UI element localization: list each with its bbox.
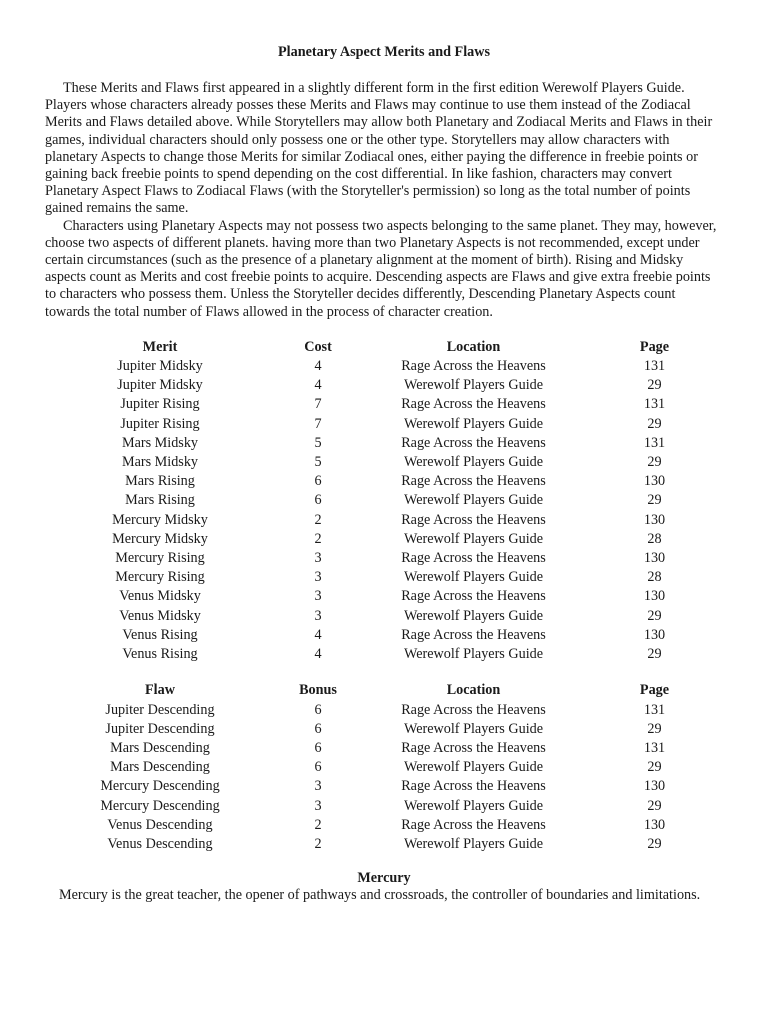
table-row bbox=[45, 376, 723, 395]
location-cell: Werewolf Players Guide bbox=[403, 607, 544, 624]
location-cell: Rage Across the Heavens bbox=[401, 626, 546, 643]
table-row bbox=[45, 607, 723, 626]
table-row bbox=[45, 720, 723, 739]
page-cell: 130 bbox=[643, 778, 666, 795]
value-cell: 3 bbox=[314, 569, 322, 586]
table-row bbox=[45, 453, 723, 472]
merit-column-header: Merit bbox=[142, 338, 178, 355]
cost-column-header: Cost bbox=[304, 338, 332, 355]
page-cell: 29 bbox=[647, 835, 662, 852]
rules-paragraph: Characters using Planetary Aspects may not possess two aspects belonging to the same planet. They may, however, choose two aspects of different planets. having more than two Planetary Aspects is not recommended, except under certain circumstances (such as the presence of a planetary alignment at the moment of birth). Rising and Midsky aspects count as Merits and cost freebie points to acquire. Descending aspects are Flaws and give extra freebie points to characters who possess them. Unless the Storyteller decides differently, Descending Planetary Aspects count towards the total number of Flaws allowed in the process of character creation. bbox=[45, 217, 717, 320]
value-cell: 7 bbox=[314, 396, 322, 413]
value-cell: 3 bbox=[314, 607, 322, 624]
merits-header-row bbox=[45, 338, 723, 357]
page-cell: 29 bbox=[647, 415, 662, 432]
value-cell: 4 bbox=[314, 626, 322, 643]
table-row bbox=[45, 395, 723, 414]
name-cell: Jupiter Midsky bbox=[117, 358, 203, 375]
name-cell: Mars Descending bbox=[110, 739, 210, 756]
page-cell: 29 bbox=[647, 607, 662, 624]
page-column-header: Page bbox=[639, 682, 670, 699]
name-cell: Venus Midsky bbox=[119, 607, 201, 624]
location-column-header: Location bbox=[446, 338, 501, 355]
location-cell: Werewolf Players Guide bbox=[403, 454, 544, 471]
name-cell: Mercury Rising bbox=[115, 569, 205, 586]
value-cell: 4 bbox=[314, 358, 322, 375]
table-row bbox=[45, 777, 723, 796]
page-cell: 131 bbox=[643, 434, 666, 451]
value-cell: 6 bbox=[314, 701, 322, 718]
table-row bbox=[45, 434, 723, 453]
value-cell: 7 bbox=[314, 415, 322, 432]
page-cell: 130 bbox=[643, 473, 666, 490]
table-row bbox=[45, 587, 723, 606]
location-cell: Werewolf Players Guide bbox=[403, 646, 544, 663]
document-page bbox=[45, 44, 723, 904]
page-cell: 130 bbox=[643, 511, 666, 528]
value-cell: 6 bbox=[314, 759, 322, 776]
page-cell: 130 bbox=[643, 550, 666, 567]
value-cell: 3 bbox=[314, 588, 322, 605]
location-cell: Rage Across the Heavens bbox=[401, 358, 546, 375]
merits-table bbox=[45, 338, 723, 664]
value-cell: 6 bbox=[314, 473, 322, 490]
location-cell: Rage Across the Heavens bbox=[401, 550, 546, 567]
value-cell: 4 bbox=[314, 646, 322, 663]
name-cell: Jupiter Descending bbox=[105, 720, 215, 737]
table-row bbox=[45, 357, 723, 376]
table-row bbox=[45, 530, 723, 549]
location-cell: Rage Across the Heavens bbox=[401, 739, 546, 756]
name-cell: Mercury Midsky bbox=[112, 511, 208, 528]
name-cell: Venus Descending bbox=[107, 835, 213, 852]
location-cell: Werewolf Players Guide bbox=[403, 720, 544, 737]
flaws-table-body bbox=[45, 701, 723, 855]
name-cell: Venus Rising bbox=[122, 626, 198, 643]
name-cell: Venus Midsky bbox=[119, 588, 201, 605]
location-cell: Rage Across the Heavens bbox=[401, 511, 546, 528]
page-cell: 28 bbox=[647, 569, 662, 586]
name-cell: Mars Rising bbox=[125, 492, 195, 509]
page-cell: 29 bbox=[647, 492, 662, 509]
page-cell: 29 bbox=[647, 646, 662, 663]
value-cell: 6 bbox=[314, 739, 322, 756]
flaw-column-header: Flaw bbox=[145, 682, 175, 699]
location-cell: Rage Across the Heavens bbox=[401, 816, 546, 833]
page-title: Planetary Aspect Merits and Flaws bbox=[278, 44, 490, 60]
location-cell: Werewolf Players Guide bbox=[403, 835, 544, 852]
table-row bbox=[45, 511, 723, 530]
page-cell: 131 bbox=[643, 739, 666, 756]
value-cell: 2 bbox=[314, 835, 322, 852]
location-cell: Rage Across the Heavens bbox=[401, 588, 546, 605]
table-row bbox=[45, 626, 723, 645]
page-cell: 130 bbox=[643, 816, 666, 833]
mercury-heading: Mercury bbox=[357, 870, 411, 887]
name-cell: Mercury Rising bbox=[115, 550, 205, 567]
value-cell: 3 bbox=[314, 550, 322, 567]
location-cell: Rage Across the Heavens bbox=[401, 473, 546, 490]
page-cell: 29 bbox=[647, 377, 662, 394]
table-row bbox=[45, 797, 723, 816]
name-cell: Mars Rising bbox=[125, 473, 195, 490]
page-cell: 130 bbox=[643, 588, 666, 605]
page-cell: 131 bbox=[643, 701, 666, 718]
page-cell: 29 bbox=[647, 454, 662, 471]
table-row bbox=[45, 758, 723, 777]
table-row bbox=[45, 816, 723, 835]
value-cell: 6 bbox=[314, 720, 322, 737]
page-column-header: Page bbox=[639, 338, 670, 355]
location-cell: Werewolf Players Guide bbox=[403, 569, 544, 586]
page-cell: 131 bbox=[643, 396, 666, 413]
page-cell: 29 bbox=[647, 759, 662, 776]
name-cell: Mars Descending bbox=[110, 759, 210, 776]
name-cell: Jupiter Midsky bbox=[117, 377, 203, 394]
location-cell: Werewolf Players Guide bbox=[403, 492, 544, 509]
name-cell: Venus Descending bbox=[107, 816, 213, 833]
table-row bbox=[45, 549, 723, 568]
value-cell: 5 bbox=[314, 434, 322, 451]
value-cell: 4 bbox=[314, 377, 322, 394]
table-row bbox=[45, 491, 723, 510]
location-cell: Werewolf Players Guide bbox=[403, 797, 544, 814]
table-row bbox=[45, 835, 723, 854]
value-cell: 3 bbox=[314, 797, 322, 814]
location-cell: Werewolf Players Guide bbox=[403, 530, 544, 547]
merits-table-body bbox=[45, 357, 723, 664]
location-cell: Rage Across the Heavens bbox=[401, 396, 546, 413]
name-cell: Mars Midsky bbox=[121, 454, 199, 471]
name-cell: Mars Midsky bbox=[121, 434, 199, 451]
mercury-paragraph: Mercury is the great teacher, the opener of pathways and crossroads, the controller of boundaries and limitations. bbox=[59, 887, 701, 904]
table-row bbox=[45, 415, 723, 434]
location-cell: Werewolf Players Guide bbox=[403, 415, 544, 432]
name-cell: Jupiter Rising bbox=[120, 396, 200, 413]
value-cell: 2 bbox=[314, 816, 322, 833]
name-cell: Mercury Descending bbox=[100, 778, 220, 795]
name-cell: Venus Rising bbox=[122, 646, 198, 663]
value-cell: 2 bbox=[314, 530, 322, 547]
value-cell: 5 bbox=[314, 454, 322, 471]
table-row bbox=[45, 645, 723, 664]
name-cell: Jupiter Rising bbox=[120, 415, 200, 432]
table-row bbox=[45, 472, 723, 491]
name-cell: Jupiter Descending bbox=[105, 701, 215, 718]
location-column-header: Location bbox=[446, 682, 501, 699]
flaws-table bbox=[45, 681, 723, 854]
bonus-column-header: Bonus bbox=[299, 682, 337, 699]
location-cell: Rage Across the Heavens bbox=[401, 701, 546, 718]
page-cell: 29 bbox=[647, 797, 662, 814]
table-row bbox=[45, 701, 723, 720]
page-cell: 28 bbox=[647, 530, 662, 547]
name-cell: Mercury Descending bbox=[100, 797, 220, 814]
location-cell: Rage Across the Heavens bbox=[401, 778, 546, 795]
page-cell: 29 bbox=[647, 720, 662, 737]
value-cell: 6 bbox=[314, 492, 322, 509]
page-cell: 130 bbox=[643, 626, 666, 643]
name-cell: Mercury Midsky bbox=[112, 530, 208, 547]
location-cell: Werewolf Players Guide bbox=[403, 377, 544, 394]
intro-paragraph: These Merits and Flaws first appeared in a slightly different form in the first edition Werewolf Players Guide. Players whose characters already posses these Merits and Flaws may continue to use them instead of the Zodiacal Merits and Flaws detailed above. While Storytellers may allow both Planetary and Zodiacal Merits and Flaws in their games, individual characters should only possess one or the other type. Storytellers may allow characters with planetary Aspects to change those Merits for similar Zodiacal ones, either paying the difference in freebie points or gaining back freebie points to spend depending on the cost differential. In like fashion, characters may convert Planetary Aspect Flaws to Zodiacal Flaws (with the Storyteller's permission) so long as the total number of points gained remains the same. bbox=[45, 80, 713, 217]
table-row bbox=[45, 739, 723, 758]
value-cell: 3 bbox=[314, 778, 322, 795]
page-cell: 131 bbox=[643, 358, 666, 375]
value-cell: 2 bbox=[314, 511, 322, 528]
location-cell: Werewolf Players Guide bbox=[403, 759, 544, 776]
table-row bbox=[45, 568, 723, 587]
location-cell: Rage Across the Heavens bbox=[401, 434, 546, 451]
flaws-header-row bbox=[45, 681, 723, 700]
